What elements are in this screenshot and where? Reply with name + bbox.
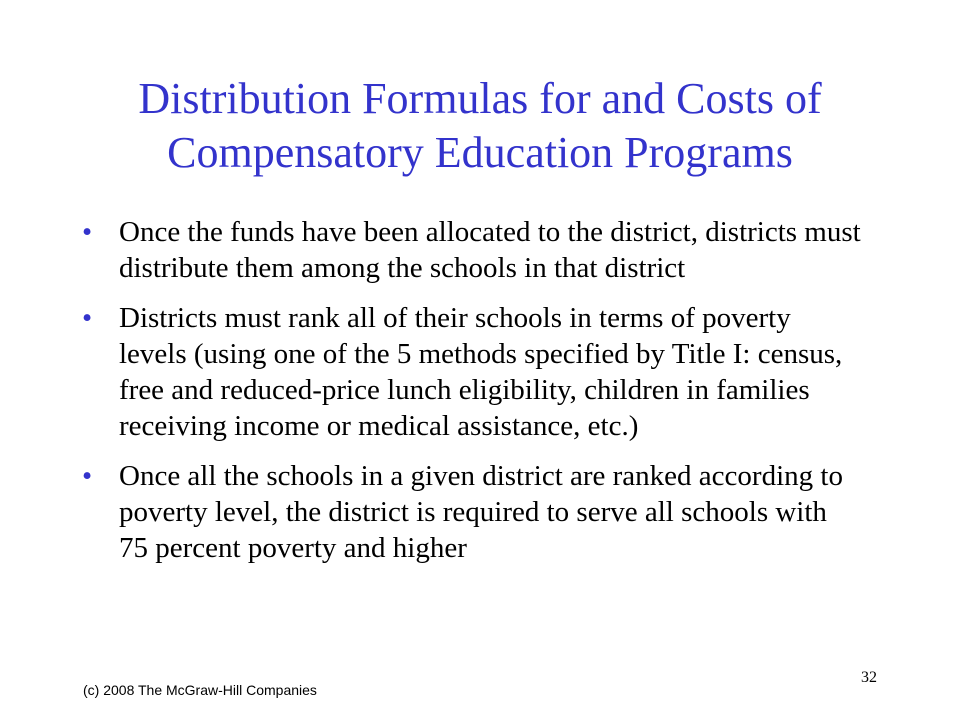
bullet-item-1 xyxy=(82,214,862,286)
bullet-marker-icon: • xyxy=(82,460,93,492)
slide-title xyxy=(60,72,900,180)
bullet-list xyxy=(82,214,862,580)
slide-title-line-2: Compensatory Education Programs xyxy=(167,128,793,177)
bullet-item-3 xyxy=(82,458,862,566)
bullet-marker-icon: • xyxy=(82,216,93,248)
copyright-footer: (c) 2008 The McGraw-Hill Companies xyxy=(83,682,317,698)
page-number: 32 xyxy=(861,669,877,686)
bullet-text-1: Once the funds have been allocated to the district, districts must distribute them among the schools in that district xyxy=(119,216,861,284)
bullet-item-2 xyxy=(82,300,862,444)
bullet-text-3: Once all the schools in a given district are ranked according to poverty level, the district is required to serve all schools with 75 percent poverty and higher xyxy=(119,460,843,564)
bullet-text-2: Districts must rank all of their schools in terms of poverty levels (using one of the 5 methods specified by Title I: census, free and reduced-price lunch eligibility, children in families receiving income or medical assistance, etc.) xyxy=(119,302,843,442)
slide-title-line-1: Distribution Formulas for and Costs of xyxy=(138,74,822,123)
bullet-marker-icon: • xyxy=(82,302,93,334)
